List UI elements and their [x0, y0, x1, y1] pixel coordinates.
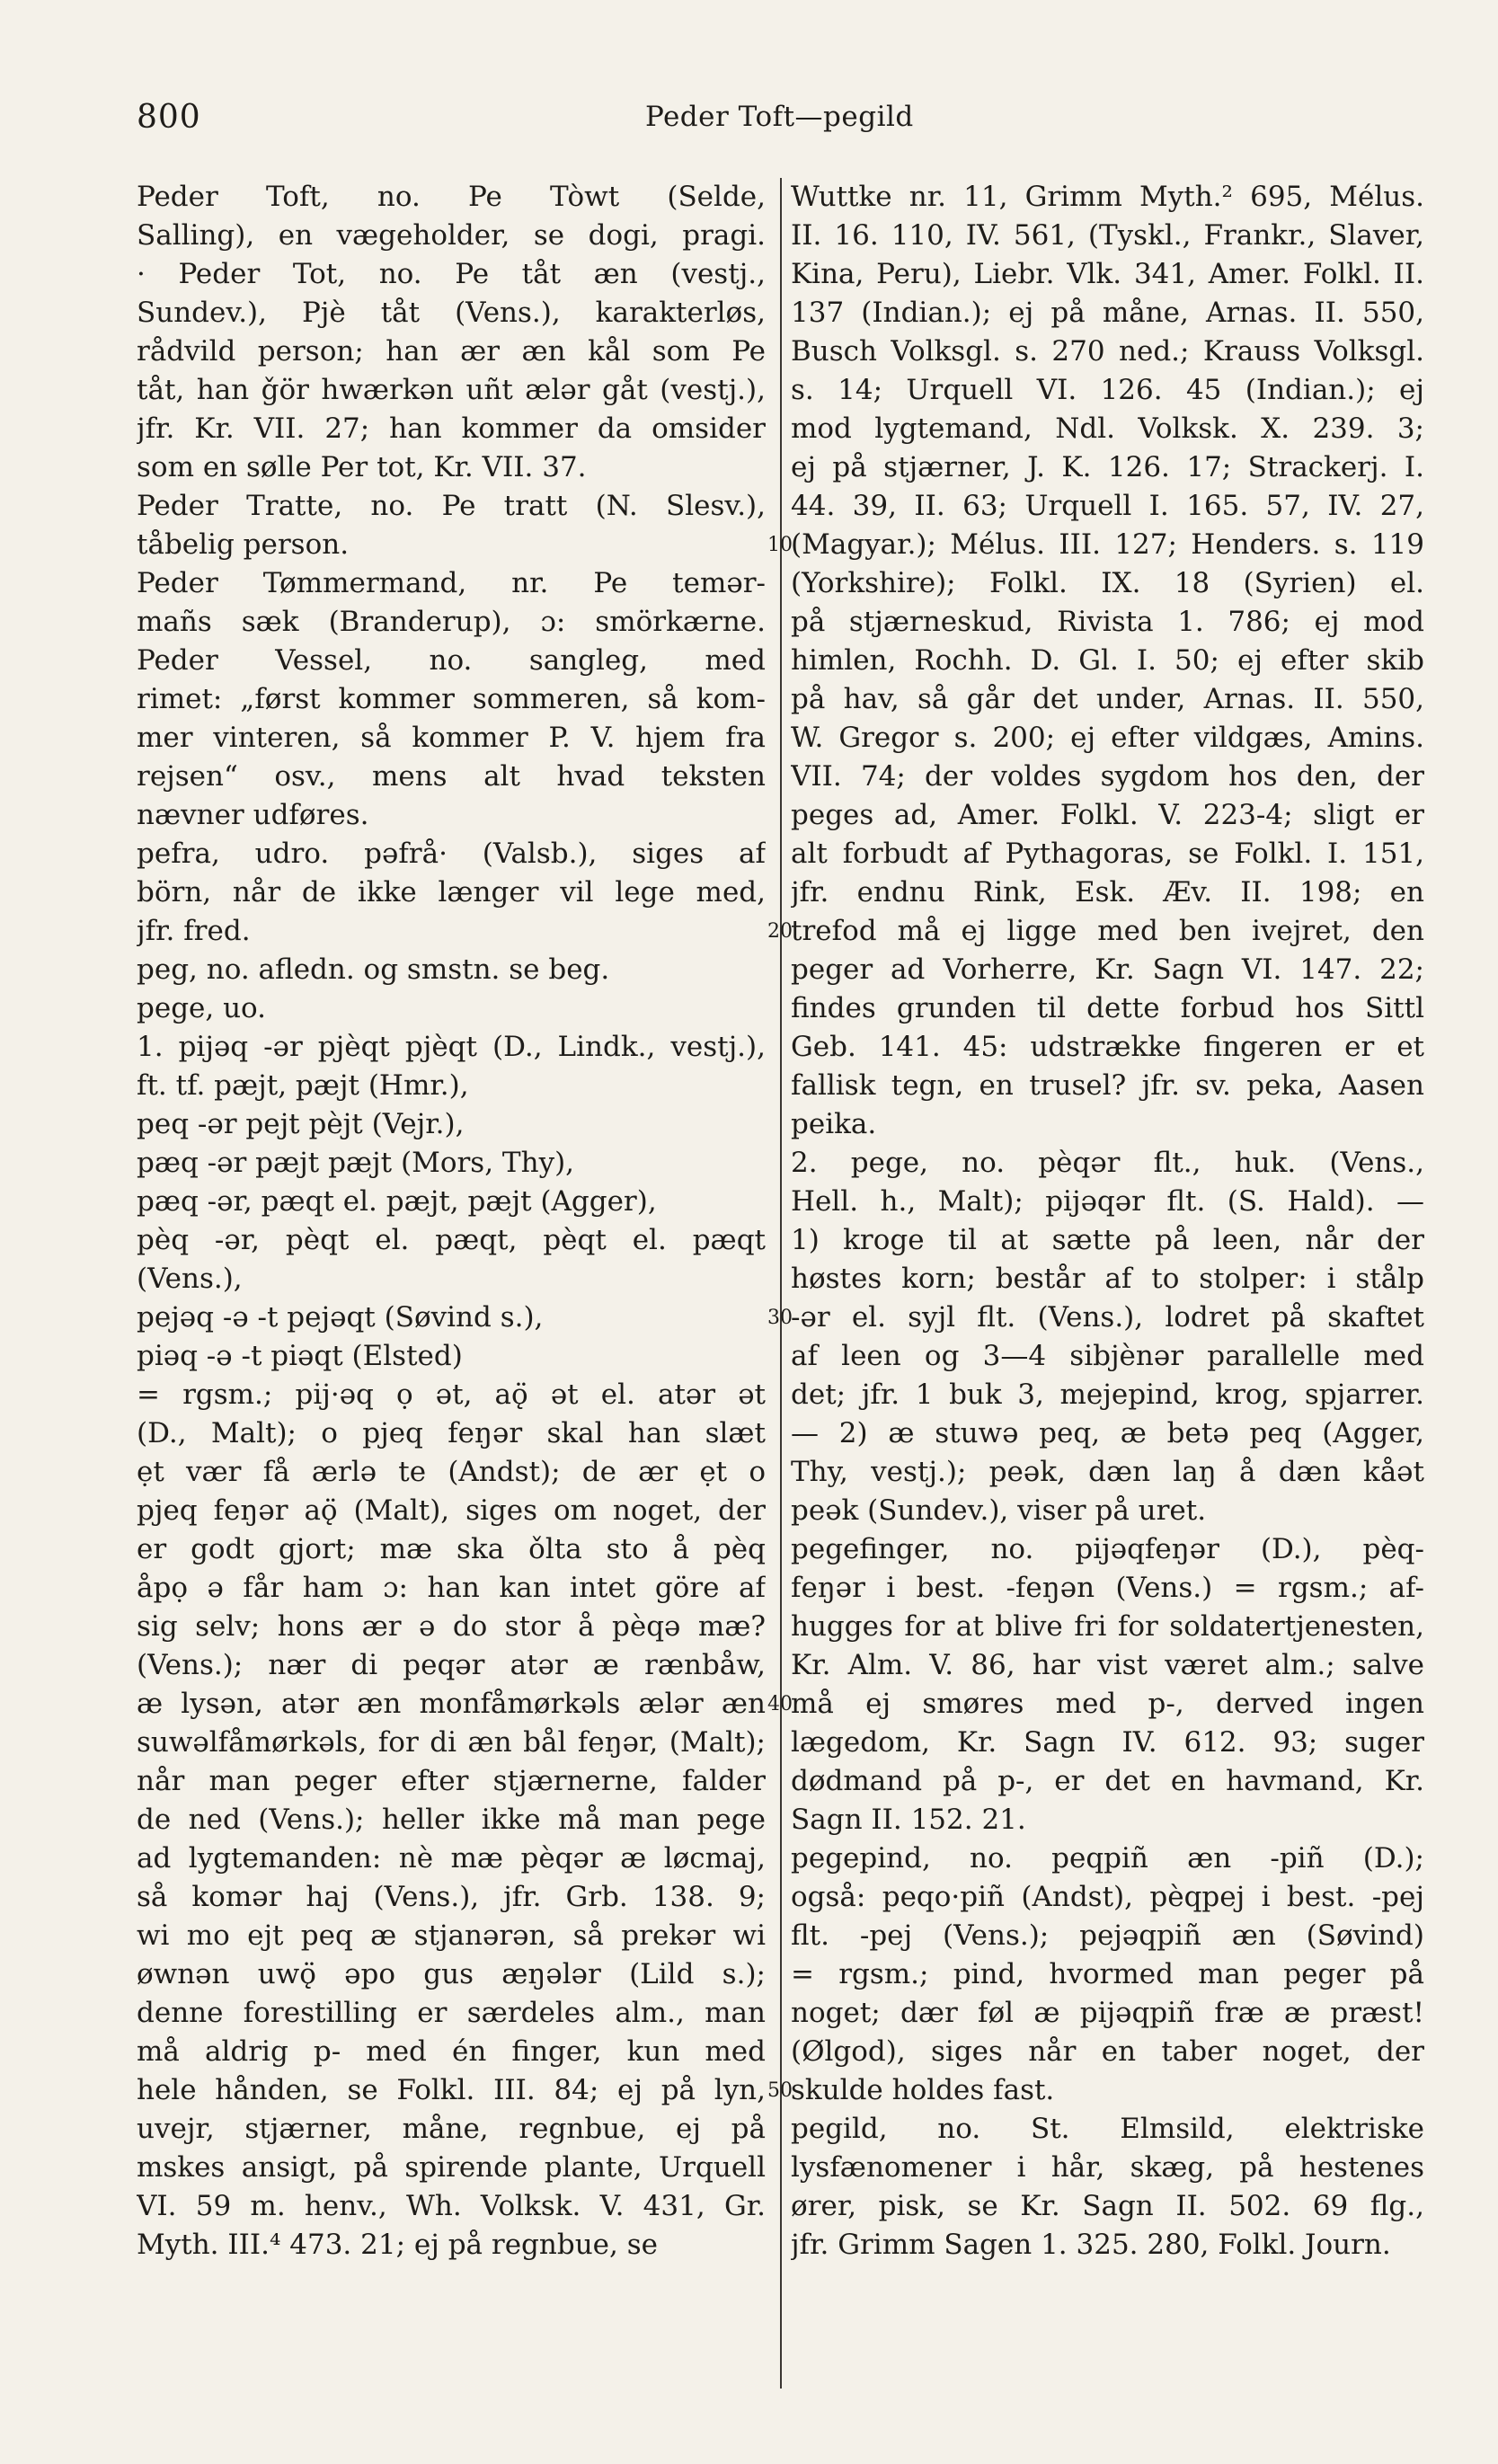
right-column: [791, 178, 1424, 2265]
text-line: pegefinger, no. pijəqfeŋər (D.), pèq-: [791, 1533, 1424, 1565]
line-number: 40: [767, 1693, 793, 1715]
line-number: 50: [767, 2079, 793, 2102]
text-line: peika.: [791, 1108, 877, 1140]
text-line: peək (Sundev.), viser på uret.: [791, 1494, 1207, 1527]
text-line: piəq -ə -t piəqt (Elsted): [137, 1340, 463, 1372]
text-line: rådvild person; han ær æn kål som Pe: [137, 335, 766, 368]
line-number: 30: [767, 1307, 793, 1329]
text-line: åpọ ə får ham ɔ: han kan intet göre af: [137, 1572, 766, 1604]
text-line: Kina, Peru), Liebr. Vlk. 341, Amer. Folkl. II.: [791, 258, 1424, 290]
text-line: ft. tf. pæjt, pæjt (Hmr.),: [137, 1069, 469, 1102]
text-line: også: peqo·piñ (Andst), pèqpej i best. -pej: [791, 1881, 1424, 1913]
text-line: øwnən uwǫ̈ əpo gus æŋələr (Lild s.);: [137, 1958, 766, 1990]
text-line: pejəq -ə -t pejəqt (Søvind s.),: [137, 1301, 544, 1334]
text-line: det; jfr. 1 buk 3, mejepind, krog, spjarrer.: [791, 1378, 1424, 1411]
text-line: (Yorkshire); Folkl. IX. 18 (Syrien) el.: [791, 567, 1424, 599]
text-line: Geb. 141. 45: udstrække fingeren er et: [791, 1031, 1424, 1063]
line-number: 20: [767, 920, 793, 943]
text-line: hugges for at blive fri for soldatertjenesten,: [791, 1610, 1424, 1643]
text-line: Myth. III.⁴ 473. 21; ej på regnbue, se: [137, 2229, 658, 2261]
text-line: Wuttke nr. 11, Grimm Myth.² 695, Mélus.: [791, 181, 1424, 213]
text-line: VII. 74; der voldes sygdom hos den, der: [791, 760, 1424, 793]
text-line: (Ølgod), siges når en taber noget, der: [791, 2035, 1424, 2068]
text-line: jfr. endnu Rink, Esk. Æv. II. 198; en: [791, 876, 1424, 908]
text-line: peger ad Vorherre, Kr. Sagn VI. 147. 22;: [791, 953, 1424, 986]
text-line: W. Gregor s. 200; ej efter vildgæs, Amins.: [791, 722, 1424, 754]
text-line: flt. -pej (Vens.); pejəqpiñ æn (Søvind): [791, 1919, 1424, 1952]
text-line: Busch Volksgl. s. 270 ned.; Krauss Volksgl.: [791, 335, 1424, 368]
text-line: Kr. Alm. V. 86, har vist været alm.; salve: [791, 1649, 1424, 1681]
text-line: hele hånden, se Folkl. III. 84; ej på lyn,: [137, 2074, 766, 2106]
text-line: 137 (Indian.); ej på måne, Arnas. II. 550,: [791, 297, 1424, 329]
text-line: Peder Tratte, no. Pe tratt (N. Slesv.),: [137, 490, 766, 522]
text-line: Sagn II. 152. 21.: [791, 1804, 1026, 1836]
text-line: — 2) æ stuwə peq, æ betə peq (Agger,: [791, 1417, 1424, 1449]
text-line: 1. pijəq -ər pjèqt pjèqt (D., Lindk., vestj.),: [137, 1031, 766, 1063]
text-line: Peder Toft, no. Pe Tòwt (Selde,: [137, 181, 766, 213]
text-line: pegild, no. St. Elmsild, elektriske: [791, 2113, 1424, 2145]
text-line: lægedom, Kr. Sagn IV. 612. 93; suger: [791, 1726, 1424, 1759]
text-line: suwəlfåmørkəls, for di æn bål feŋər, (Malt);: [137, 1726, 766, 1759]
text-line: ad lygtemanden: nè mæ pèqər æ løcmaj,: [137, 1842, 766, 1875]
text-line: pæq -ər, pæqt el. pæjt, pæjt (Agger),: [137, 1185, 657, 1218]
line-number: 10: [767, 534, 793, 556]
text-line: når man peger efter stjærnerne, falder: [137, 1765, 766, 1797]
text-line: = rgsm.; pij·əq ọ ət, aǫ̈ ət el. atər ət: [137, 1378, 766, 1411]
text-line: peg, no. afledn. og smstn. se beg.: [137, 953, 610, 986]
text-line: Hell. h., Malt); pijəqər flt. (S. Hald). —: [791, 1185, 1424, 1218]
text-line: pæq -ər pæjt pæjt (Mors, Thy),: [137, 1147, 575, 1179]
text-line: findes grunden til dette forbud hos Sittl: [791, 992, 1424, 1024]
text-line: ører, pisk, se Kr. Sagn II. 502. 69 flg.,: [791, 2190, 1424, 2222]
text-line: börn, når de ikke længer vil lege med,: [137, 876, 766, 908]
text-line: mskes ansigt, på spirende plante, Urquell: [137, 2151, 766, 2184]
text-line: noget; dær føl æ pijəqpiñ fræ æ præst!: [791, 1997, 1424, 2029]
text-line: 44. 39, II. 63; Urquell I. 165. 57, IV. 27,: [791, 490, 1424, 522]
text-line: pege, uo.: [137, 992, 267, 1024]
left-column: [137, 178, 766, 2265]
text-line: sig selv; hons ær ə do stor å pèqə mæ?: [137, 1610, 766, 1643]
text-line: (Magyar.); Mélus. III. 127; Henders. s. 119: [791, 528, 1424, 561]
text-line: Peder Vessel, no. sangleg, med: [137, 644, 766, 677]
text-line: VI. 59 m. henv., Wh. Volksk. V. 431, Gr.: [137, 2190, 766, 2222]
text-line: ẹt vær få ærlə te (Andst); de ær ẹt o: [137, 1456, 766, 1488]
text-line: peq -ər pejt pèjt (Vejr.),: [137, 1108, 465, 1140]
text-line: jfr. Grimm Sagen 1. 325. 280, Folkl. Journ.: [791, 2229, 1391, 2261]
text-line: mod lygtemand, Ndl. Volksk. X. 239. 3;: [791, 412, 1424, 445]
text-line: på hav, så går det under, Arnas. II. 550,: [791, 683, 1424, 715]
text-line: Peder Tømmermand, nr. Pe temər-: [137, 567, 766, 599]
text-line: Sundev.), Pjè tåt (Vens.), karakterløs,: [137, 297, 766, 329]
text-line: æ lysən, atər æn monfåmørkəls ælər æn: [137, 1688, 766, 1720]
text-line: wi mo ejt peq æ stjanərən, så prekər wi: [137, 1919, 766, 1952]
text-line: lysfænomener i hår, skæg, på hestenes: [791, 2151, 1424, 2184]
text-line: høstes korn; består af to stolper: i stålp: [791, 1263, 1424, 1295]
text-line: -ər el. syjl flt. (Vens.), lodret på skaftet: [791, 1301, 1424, 1334]
text-line: trefod må ej ligge med ben ivejret, den: [791, 915, 1424, 947]
text-line: himlen, Rochh. D. Gl. I. 50; ej efter skib: [791, 644, 1424, 677]
text-line: Salling), en vægeholder, se dogi, pragi.: [137, 219, 766, 252]
text-line: · Peder Tot, no. Pe tåt æn (vestj.,: [137, 258, 766, 290]
text-line: fallisk tegn, en trusel? jfr. sv. peka, Aasen: [791, 1069, 1424, 1102]
text-line: uvejr, stjærner, måne, regnbue, ej på: [137, 2113, 766, 2145]
text-line: tåbelig person.: [137, 528, 350, 561]
text-line: af leen og 3—4 sibjènər parallelle med: [791, 1340, 1424, 1372]
text-line: pjeq feŋər aǫ̈ (Malt), siges om noget, der: [137, 1494, 766, 1527]
text-line: pegepind, no. peqpiñ æn -piñ (D.);: [791, 1842, 1424, 1875]
text-line: 1) kroge til at sætte på leen, når der: [791, 1224, 1424, 1256]
text-line: pèq -ər, pèqt el. pæqt, pèqt el. pæqt: [137, 1224, 766, 1256]
running-title: Peder Toft—pegild: [645, 101, 914, 133]
text-line: må aldrig p- med én finger, kun med: [137, 2035, 766, 2068]
text-line: peges ad, Amer. Folkl. V. 223-4; sligt er: [791, 799, 1424, 831]
text-line: = rgsm.; pind, hvormed man peger på: [791, 1958, 1424, 1990]
text-line: må ej smøres med p-, derved ingen: [791, 1688, 1424, 1720]
text-line: jfr. Kr. VII. 27; han kommer da omsider: [137, 412, 766, 445]
text-line: tåt, han ǧör hwærkən uñt ælər gåt (vestj.),: [137, 374, 766, 406]
column-divider: [780, 178, 782, 2389]
text-line: (D., Malt); o pjeq feŋər skal han slæt: [137, 1417, 766, 1449]
text-line: II. 16. 110, IV. 561, (Tyskl., Frankr., Slaver,: [791, 219, 1424, 252]
text-line: 2. pege, no. pèqər flt., huk. (Vens.,: [791, 1147, 1424, 1179]
text-line: de ned (Vens.); heller ikke må man pege: [137, 1804, 766, 1836]
text-line: denne forestilling er særdeles alm., man: [137, 1997, 766, 2029]
text-line: mer vinteren, så kommer P. V. hjem fra: [137, 722, 766, 754]
text-line: Thy, vestj.); peək, dæn laŋ å dæn kåət: [791, 1456, 1424, 1488]
text-line: nævner udføres.: [137, 799, 369, 831]
page-number: 800: [137, 99, 201, 136]
text-line: rejsen“ osv., mens alt hvad teksten: [137, 760, 766, 793]
text-line: (Vens.); nær di peqər atər æ rænbåw,: [137, 1649, 766, 1681]
text-line: skulde holdes fast.: [791, 2074, 1055, 2106]
text-line: som en sølle Per tot, Kr. VII. 37.: [137, 451, 587, 483]
text-line: dødmand på p-, er det en havmand, Kr.: [791, 1765, 1424, 1797]
text-line: rimet: „først kommer sommeren, så kom-: [137, 683, 766, 715]
text-line: så komər haj (Vens.), jfr. Grb. 138. 9;: [137, 1881, 766, 1913]
text-line: (Vens.),: [137, 1263, 243, 1295]
running-head: [0, 99, 1498, 144]
text-line: mañs sæk (Branderup), ɔ: smörkærne.: [137, 606, 766, 638]
text-line: er godt gjort; mæ ska ǒlta sto å pèq: [137, 1533, 766, 1565]
text-line: jfr. fred.: [137, 915, 251, 947]
text-line: ej på stjærner, J. K. 126. 17; Strackerj. I.: [791, 451, 1424, 483]
text-line: på stjærneskud, Rivista 1. 786; ej mod: [791, 606, 1424, 638]
text-line: alt forbudt af Pythagoras, se Folkl. I. 151,: [791, 838, 1424, 870]
text-line: pefra, udro. pəfrå· (Valsb.), siges af: [137, 838, 766, 870]
text-line: feŋər i best. -feŋən (Vens.) = rgsm.; af-: [791, 1572, 1424, 1604]
text-line: s. 14; Urquell VI. 126. 45 (Indian.); ej: [791, 374, 1424, 406]
